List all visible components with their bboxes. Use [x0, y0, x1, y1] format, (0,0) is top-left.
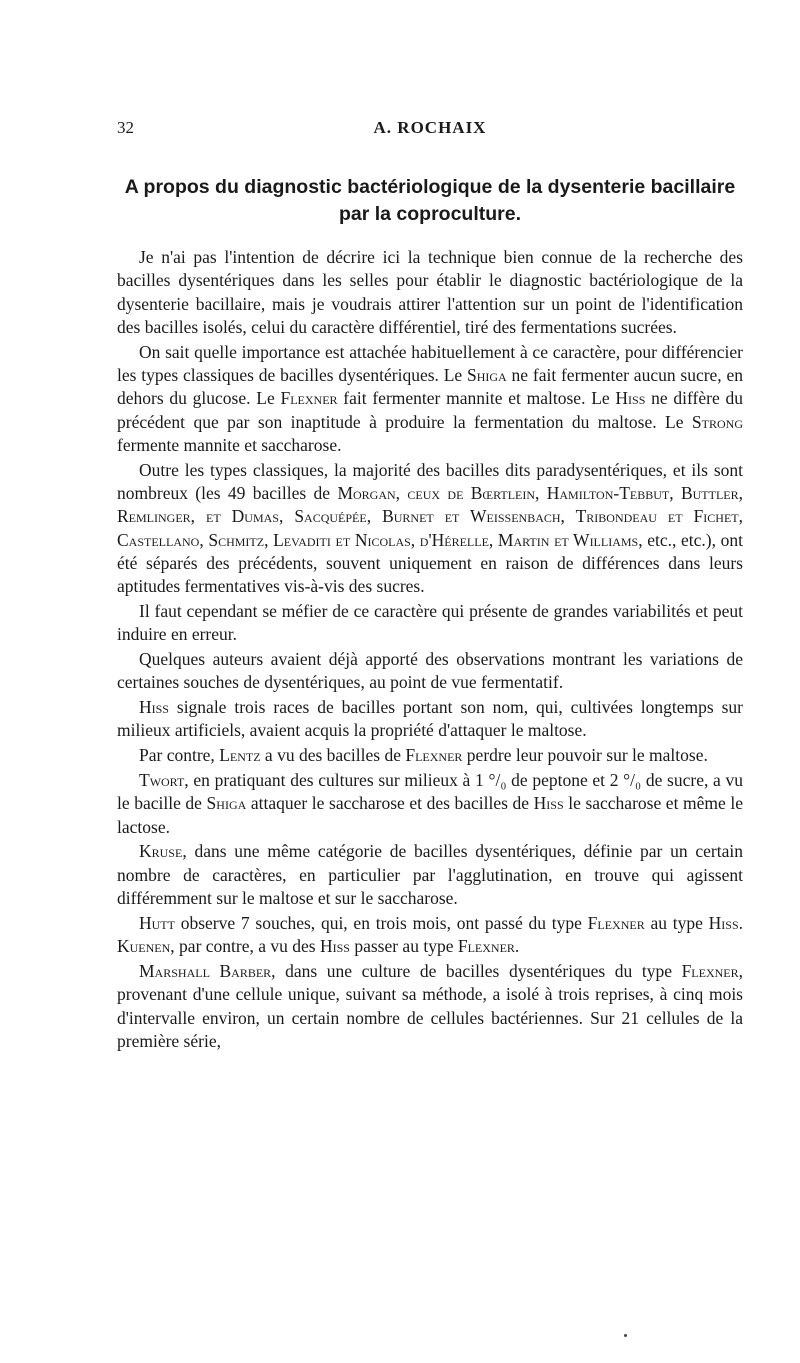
author-name: Flexner [280, 388, 338, 409]
author-name: Hiss [139, 697, 169, 718]
author-name: Shiga [206, 793, 247, 814]
article-body [117, 246, 743, 1055]
author-name: Flexner [457, 936, 515, 957]
author-name: Flexner [405, 745, 463, 766]
paragraph: Il faut cependant se méfier de ce caractère qui présente de grandes variabilités et peut induire en erreur. [117, 600, 743, 645]
page-number: 32 [117, 118, 134, 137]
author-name: Flexner [681, 960, 739, 981]
running-head-author: A. ROCHAIX [373, 118, 487, 137]
author-name: Hiss [615, 388, 646, 409]
author-name: Hiss [708, 912, 739, 933]
article-title: A propos du diagnostic bactériologique de la dysenterie bacillaire par la coproculture. [124, 176, 736, 225]
paragraph: Kruse, dans une même catégorie de bacilles dysentériques, définie par un certain nombre de caractères, en particulier par l'agglutination, en trouve qui agissent différemment sur le maltose et sur le saccharose. [117, 841, 743, 909]
paragraph: Hiss signale trois races de bacilles portant son nom, qui, cultivées longtemps sur milieux artificiels, avaient acquis la propriété d'attaquer le maltose. [117, 697, 743, 741]
paragraph: Hutt observe 7 souches, qui, en trois mois, ont passé du type Flexner au type Hiss. Kuenen, par contre, a vu des Hiss passer au type Flexner. [117, 912, 743, 957]
author-name: Flexner [587, 912, 645, 933]
author-name: Shiga [467, 364, 507, 385]
paragraph: Twort, en pratiquant des cultures sur milieux à 1 °/₀ de peptone et 2 °/₀ de sucre, a vu le bacille de Shiga attaquer le saccharose et des bacilles de Hiss le saccharose et même le lactose. [117, 770, 743, 837]
author-name: Strong [691, 411, 743, 432]
paragraph: On sait quelle importance est attachée habituellement à ce caractère, pour différencier les types classiques de bacilles dysentériques. Le Shiga ne fait fermenter aucun sucre, en dehors du glucose. Le Flexner fait fermenter mannite et maltose. Le Hiss ne diffère du précédent que par son inaptitude à produire la fermentation du maltose. Le Strong fermente mannite et saccharose. [117, 341, 744, 455]
paragraph: Je n'ai pas l'intention de décrire ici la technique bien connue de la recherche des bacilles dysentériques dans les selles pour établir le diagnostic bactériologique de la dysenterie bacillaire, mais je voudrais attirer l'attention sur un point de l'identification des bacilles isolés, celui du caractère différentiel, tiré des fermentations sucrées. [117, 247, 743, 337]
paragraph: Outre les types classiques, la majorité des bacilles dits paradysentériques, et ils sont nombreux (les 49 bacilles de Morgan, ceux de Bœrtlein, Hamilton-Tebbut, Buttler, Remlinger, et Dumas, Sacquépée, Burnet et Weissenbach, Tribondeau et Fichet, Castellano, Schmitz, Levaditi et Nicolas, d'Hérelle, Martin et Williams, etc., etc.), ont été séparés des précédents, souvent uniquement en raison de différences dans leurs aptitudes fermentatives vis-à-vis des sucres. [117, 459, 744, 597]
author-names: Morgan, ceux de Bœrtlein, Hamilton-Tebbut, Buttler, Remlinger, et Dumas, Sacquépée, Burnet et Weissenbach, Tribondeau et Fichet, Castellano, Schmitz, Levaditi et Nicolas, d'Hérelle, Martin et Williams [117, 482, 743, 550]
author-name: Kruse [139, 841, 183, 862]
paragraph: Quelques auteurs avaient déjà apporté des observations montrant les variations de certaines souches de dysentériques, au point de vue fermentatif. [117, 649, 743, 693]
author-name: Kuenen [117, 936, 171, 957]
author-name: Hutt [139, 912, 175, 933]
author-name: Hiss [533, 793, 564, 814]
paragraph: Marshall Barber, dans une culture de bacilles dysentériques du type Flexner, provenant d'une cellule unique, suivant sa méthode, a isolé à trois reprises, à cinq mois d'intervalle environ, un certain nombre de cellules bactériennes. Sur 21 cellules de la première série, [117, 960, 743, 1051]
author-name: Hiss [319, 936, 350, 957]
author-name: Lentz [219, 745, 261, 766]
author-name: Marshall Barber [139, 960, 272, 981]
paragraph: Par contre, Lentz a vu des bacilles de Flexner perdre leur pouvoir sur le maltose. [139, 745, 708, 766]
author-name: Twort [139, 770, 185, 791]
print-speck [624, 1334, 627, 1337]
